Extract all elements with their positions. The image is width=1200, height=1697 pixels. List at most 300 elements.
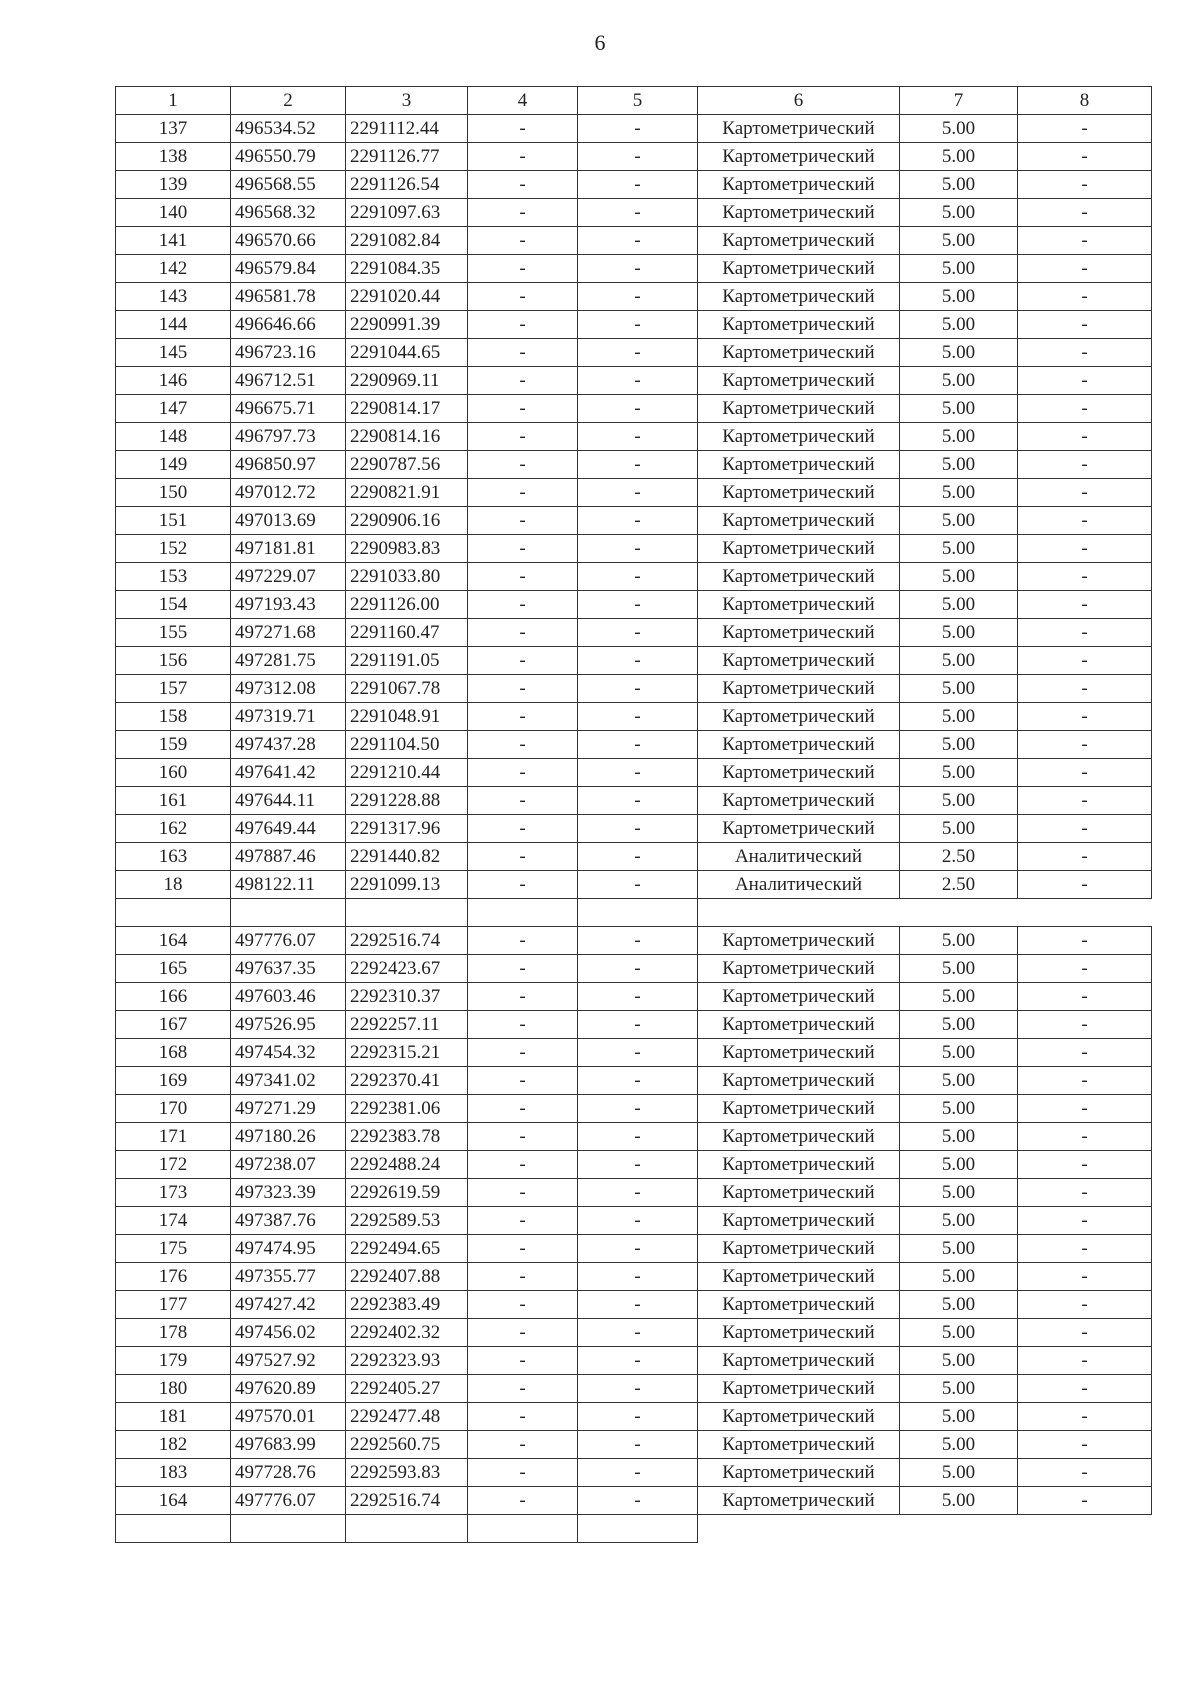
- empty-cell: [698, 1515, 900, 1543]
- table-cell-col-1: 154: [116, 591, 231, 619]
- table-cell-col-6: Картометрический: [698, 283, 900, 311]
- table-cell-col-1: 173: [116, 1179, 231, 1207]
- table-cell-col-4: -: [468, 1319, 578, 1347]
- table-cell-col-5: -: [578, 1095, 698, 1123]
- table-cell-col-7: 5.00: [900, 619, 1018, 647]
- table-cell-col-2: 496712.51: [231, 367, 346, 395]
- table-cell-col-5: -: [578, 535, 698, 563]
- table-cell-col-6: Картометрический: [698, 787, 900, 815]
- table-cell-col-6: Картометрический: [698, 255, 900, 283]
- table-cell-col-2: 497527.92: [231, 1347, 346, 1375]
- table-cell-col-3: 2291210.44: [346, 759, 468, 787]
- table-cell-col-7: 5.00: [900, 115, 1018, 143]
- empty-cell: [1018, 1515, 1152, 1543]
- table-cell-col-8: -: [1018, 983, 1152, 1011]
- table-cell-col-7: 5.00: [900, 311, 1018, 339]
- empty-cell: [116, 899, 231, 927]
- table-cell-col-4: -: [468, 1095, 578, 1123]
- section-separator-row: [116, 899, 1152, 927]
- table-cell-col-6: Картометрический: [698, 1235, 900, 1263]
- empty-cell: [578, 899, 698, 927]
- table-cell-col-5: -: [578, 1263, 698, 1291]
- table-cell-col-5: -: [578, 675, 698, 703]
- table-cell-col-4: -: [468, 759, 578, 787]
- table-cell-col-6: Картометрический: [698, 815, 900, 843]
- table-cell-col-3: 3: [346, 87, 468, 115]
- table-cell-col-3: 2290821.91: [346, 479, 468, 507]
- table-cell-col-1: 179: [116, 1347, 231, 1375]
- table-cell-col-5: -: [578, 591, 698, 619]
- table-cell-col-5: -: [578, 1347, 698, 1375]
- table-cell-col-2: 497437.28: [231, 731, 346, 759]
- table-cell-col-3: 2292257.11: [346, 1011, 468, 1039]
- table-row: [116, 1095, 1152, 1123]
- table-cell-col-7: 5.00: [900, 507, 1018, 535]
- empty-cell: [231, 1515, 346, 1543]
- table-row: [116, 619, 1152, 647]
- table-cell-col-3: 2292477.48: [346, 1403, 468, 1431]
- table-cell-col-8: -: [1018, 759, 1152, 787]
- empty-cell: [900, 1515, 1018, 1543]
- table-cell-col-4: -: [468, 647, 578, 675]
- table-cell-col-5: -: [578, 703, 698, 731]
- table-cell-col-5: -: [578, 1403, 698, 1431]
- table-cell-col-1: 142: [116, 255, 231, 283]
- table-cell-col-4: -: [468, 1487, 578, 1515]
- table-cell-col-1: 172: [116, 1151, 231, 1179]
- table-cell-col-2: 497641.42: [231, 759, 346, 787]
- table-cell-col-4: -: [468, 115, 578, 143]
- table-cell-col-4: -: [468, 927, 578, 955]
- table-cell-col-5: 5: [578, 87, 698, 115]
- table-cell-col-6: Картометрический: [698, 591, 900, 619]
- table-cell-col-7: 5.00: [900, 983, 1018, 1011]
- table-row: [116, 451, 1152, 479]
- table-row: [116, 171, 1152, 199]
- table-cell-col-2: 497728.76: [231, 1459, 346, 1487]
- table-cell-col-4: -: [468, 199, 578, 227]
- table-cell-col-1: 143: [116, 283, 231, 311]
- table-cell-col-8: -: [1018, 591, 1152, 619]
- table-cell-col-7: 5.00: [900, 759, 1018, 787]
- table-cell-col-3: 2291126.00: [346, 591, 468, 619]
- table-cell-col-7: 5.00: [900, 815, 1018, 843]
- table-cell-col-7: 5.00: [900, 703, 1018, 731]
- table-cell-col-6: Картометрический: [698, 115, 900, 143]
- table-row: [116, 787, 1152, 815]
- table-cell-col-3: 2292494.65: [346, 1235, 468, 1263]
- table-cell-col-5: -: [578, 927, 698, 955]
- table-row: [116, 1039, 1152, 1067]
- table-cell-col-7: 5.00: [900, 1319, 1018, 1347]
- table-row: [116, 507, 1152, 535]
- table-cell-col-4: -: [468, 1263, 578, 1291]
- table-cell-col-2: 497319.71: [231, 703, 346, 731]
- table-cell-col-5: -: [578, 199, 698, 227]
- table-cell-col-2: 498122.11: [231, 871, 346, 899]
- table-cell-col-8: -: [1018, 1235, 1152, 1263]
- table-cell-col-5: -: [578, 1431, 698, 1459]
- table-row: [116, 1431, 1152, 1459]
- table-cell-col-5: -: [578, 1067, 698, 1095]
- table-cell-col-8: -: [1018, 563, 1152, 591]
- table-cell-col-8: -: [1018, 507, 1152, 535]
- table-row: [116, 115, 1152, 143]
- table-cell-col-3: 2291082.84: [346, 227, 468, 255]
- table-cell-col-8: -: [1018, 647, 1152, 675]
- table-cell-col-1: 176: [116, 1263, 231, 1291]
- table-cell-col-1: 170: [116, 1095, 231, 1123]
- table-cell-col-8: -: [1018, 1375, 1152, 1403]
- table-cell-col-6: Картометрический: [698, 1207, 900, 1235]
- table-cell-col-4: -: [468, 871, 578, 899]
- table-cell-col-7: 5.00: [900, 1123, 1018, 1151]
- table-cell-col-5: -: [578, 1179, 698, 1207]
- table-cell-col-6: Картометрический: [698, 927, 900, 955]
- table-row: [116, 1067, 1152, 1095]
- table-cell-col-8: -: [1018, 395, 1152, 423]
- table-row: [116, 815, 1152, 843]
- table-cell-col-6: Картометрический: [698, 199, 900, 227]
- table-cell-col-4: -: [468, 451, 578, 479]
- table-cell-col-2: 496850.97: [231, 451, 346, 479]
- table-cell-col-3: 2291099.13: [346, 871, 468, 899]
- table-cell-col-8: -: [1018, 1123, 1152, 1151]
- table-cell-col-3: 2292405.27: [346, 1375, 468, 1403]
- table-cell-col-5: -: [578, 255, 698, 283]
- table-cell-col-7: 5.00: [900, 731, 1018, 759]
- table-row: [116, 535, 1152, 563]
- table-row: [116, 703, 1152, 731]
- table-cell-col-2: 497281.75: [231, 647, 346, 675]
- table-row: [116, 1151, 1152, 1179]
- table-cell-col-1: 146: [116, 367, 231, 395]
- table-cell-col-1: 150: [116, 479, 231, 507]
- table-cell-col-3: 2292315.21: [346, 1039, 468, 1067]
- table-cell-col-2: 497229.07: [231, 563, 346, 591]
- table-cell-col-7: 5.00: [900, 283, 1018, 311]
- table-cell-col-6: Картометрический: [698, 1263, 900, 1291]
- table-cell-col-1: 174: [116, 1207, 231, 1235]
- table-cell-col-6: Картометрический: [698, 731, 900, 759]
- table-cell-col-3: 2291033.80: [346, 563, 468, 591]
- table-row: [116, 1291, 1152, 1319]
- table-cell-col-5: -: [578, 311, 698, 339]
- table-cell-col-2: 496550.79: [231, 143, 346, 171]
- table-cell-col-8: 8: [1018, 87, 1152, 115]
- table-row: [116, 983, 1152, 1011]
- table-cell-col-1: 183: [116, 1459, 231, 1487]
- table-cell-col-5: -: [578, 1235, 698, 1263]
- table-cell-col-2: 496568.55: [231, 171, 346, 199]
- table-cell-col-4: -: [468, 395, 578, 423]
- table-cell-col-4: -: [468, 983, 578, 1011]
- table-cell-col-1: 159: [116, 731, 231, 759]
- table-row: [116, 927, 1152, 955]
- table-cell-col-2: 497271.29: [231, 1095, 346, 1123]
- table-cell-col-6: Картометрический: [698, 563, 900, 591]
- table-cell-col-8: -: [1018, 675, 1152, 703]
- table-cell-col-7: 5.00: [900, 647, 1018, 675]
- table-cell-col-8: -: [1018, 199, 1152, 227]
- table-cell-col-1: 144: [116, 311, 231, 339]
- table-cell-col-2: 497271.68: [231, 619, 346, 647]
- table-cell-col-2: 497620.89: [231, 1375, 346, 1403]
- table-cell-col-3: 2292516.74: [346, 1487, 468, 1515]
- table-row: [116, 647, 1152, 675]
- table-cell-col-5: -: [578, 171, 698, 199]
- table-cell-col-1: 180: [116, 1375, 231, 1403]
- table-cell-col-1: 169: [116, 1067, 231, 1095]
- table-row: [116, 1235, 1152, 1263]
- table-cell-col-6: Картометрический: [698, 423, 900, 451]
- empty-cell: [231, 899, 346, 927]
- table-cell-col-1: 155: [116, 619, 231, 647]
- table-cell-col-3: 2292370.41: [346, 1067, 468, 1095]
- table-cell-col-6: Картометрический: [698, 535, 900, 563]
- table-cell-col-7: 5.00: [900, 1403, 1018, 1431]
- table-cell-col-1: 141: [116, 227, 231, 255]
- table-cell-col-5: -: [578, 339, 698, 367]
- table-cell-col-4: -: [468, 479, 578, 507]
- table-cell-col-8: -: [1018, 1207, 1152, 1235]
- table-cell-col-8: -: [1018, 255, 1152, 283]
- table-cell-col-8: -: [1018, 703, 1152, 731]
- table-cell-col-6: Картометрический: [698, 647, 900, 675]
- table-cell-col-8: -: [1018, 871, 1152, 899]
- table-cell-col-2: 497887.46: [231, 843, 346, 871]
- table-cell-col-2: 497603.46: [231, 983, 346, 1011]
- table-cell-col-4: -: [468, 227, 578, 255]
- table-cell-col-6: Картометрический: [698, 227, 900, 255]
- table-cell-col-4: -: [468, 1291, 578, 1319]
- table-cell-col-7: 5.00: [900, 927, 1018, 955]
- table-cell-col-1: 177: [116, 1291, 231, 1319]
- table-row: [116, 1123, 1152, 1151]
- table-cell-col-3: 2291160.47: [346, 619, 468, 647]
- table-cell-col-7: 5.00: [900, 675, 1018, 703]
- table-cell-col-6: Картометрический: [698, 1319, 900, 1347]
- table-row: [116, 759, 1152, 787]
- table-cell-col-3: 2291097.63: [346, 199, 468, 227]
- table-row: [116, 955, 1152, 983]
- table-cell-col-3: 2292323.93: [346, 1347, 468, 1375]
- table-cell-col-7: 5.00: [900, 479, 1018, 507]
- table-cell-col-7: 5.00: [900, 1011, 1018, 1039]
- table-cell-col-3: 2292423.67: [346, 955, 468, 983]
- table-row: [116, 675, 1152, 703]
- table-row: [116, 479, 1152, 507]
- table-cell-col-3: 2292593.83: [346, 1459, 468, 1487]
- table-cell-col-5: -: [578, 731, 698, 759]
- table-cell-col-4: -: [468, 367, 578, 395]
- table-cell-col-3: 2292407.88: [346, 1263, 468, 1291]
- table-cell-col-4: -: [468, 171, 578, 199]
- table-cell-col-6: Картометрический: [698, 1123, 900, 1151]
- table-cell-col-4: 4: [468, 87, 578, 115]
- table-cell-col-1: 168: [116, 1039, 231, 1067]
- table-cell-col-2: 497570.01: [231, 1403, 346, 1431]
- table-cell-col-6: Картометрический: [698, 395, 900, 423]
- table-cell-col-8: -: [1018, 1095, 1152, 1123]
- table-cell-col-6: Картометрический: [698, 367, 900, 395]
- table-cell-col-5: -: [578, 955, 698, 983]
- table-cell-col-1: 165: [116, 955, 231, 983]
- table-cell-col-4: -: [468, 703, 578, 731]
- table-cell-col-6: Картометрический: [698, 1375, 900, 1403]
- table-cell-col-7: 5.00: [900, 563, 1018, 591]
- page-number: 6: [594, 30, 606, 55]
- table-cell-col-3: 2291440.82: [346, 843, 468, 871]
- table-cell-col-1: 157: [116, 675, 231, 703]
- table-cell-col-8: -: [1018, 451, 1152, 479]
- table-cell-col-4: -: [468, 731, 578, 759]
- table-cell-col-6: Картометрический: [698, 1067, 900, 1095]
- table-cell-col-5: -: [578, 1123, 698, 1151]
- table-cell-col-3: 2291084.35: [346, 255, 468, 283]
- table-cell-col-4: -: [468, 1123, 578, 1151]
- table-cell-col-7: 5.00: [900, 955, 1018, 983]
- table-cell-col-2: 496723.16: [231, 339, 346, 367]
- table-cell-col-3: 2292560.75: [346, 1431, 468, 1459]
- table-cell-col-8: -: [1018, 535, 1152, 563]
- table-row: [116, 591, 1152, 619]
- table-cell-col-3: 2291126.77: [346, 143, 468, 171]
- table-cell-col-2: 497526.95: [231, 1011, 346, 1039]
- table-cell-col-3: 2290991.39: [346, 311, 468, 339]
- table-cell-col-6: Картометрический: [698, 171, 900, 199]
- table-cell-col-6: 6: [698, 87, 900, 115]
- table-cell-col-7: 5.00: [900, 1179, 1018, 1207]
- table-cell-col-6: Картометрический: [698, 1431, 900, 1459]
- table-cell-col-4: -: [468, 1403, 578, 1431]
- table-cell-col-6: Картометрический: [698, 1487, 900, 1515]
- table-cell-col-2: 497387.76: [231, 1207, 346, 1235]
- table-cell-col-5: -: [578, 1039, 698, 1067]
- table-row: [116, 563, 1152, 591]
- table-cell-col-5: -: [578, 843, 698, 871]
- table-cell-col-8: -: [1018, 1263, 1152, 1291]
- table-cell-col-6: Аналитический: [698, 843, 900, 871]
- table-cell-col-8: -: [1018, 1347, 1152, 1375]
- table-cell-col-7: 2.50: [900, 871, 1018, 899]
- table-cell-col-8: -: [1018, 1403, 1152, 1431]
- table-cell-col-7: 2.50: [900, 843, 1018, 871]
- table-cell-col-7: 7: [900, 87, 1018, 115]
- table-cell-col-7: 5.00: [900, 395, 1018, 423]
- table-cell-col-3: 2290906.16: [346, 507, 468, 535]
- table-cell-col-8: -: [1018, 1179, 1152, 1207]
- table-cell-col-5: -: [578, 1487, 698, 1515]
- table-cell-col-6: Картометрический: [698, 143, 900, 171]
- table-row: [116, 1459, 1152, 1487]
- table-cell-col-6: Картометрический: [698, 955, 900, 983]
- table-cell-col-7: 5.00: [900, 1487, 1018, 1515]
- table-cell-col-2: 497193.43: [231, 591, 346, 619]
- table-cell-col-7: 5.00: [900, 171, 1018, 199]
- table-row: [116, 843, 1152, 871]
- table-cell-col-8: -: [1018, 1067, 1152, 1095]
- table-cell-col-3: 2290983.83: [346, 535, 468, 563]
- table-cell-col-7: 5.00: [900, 787, 1018, 815]
- table-cell-col-1: 182: [116, 1431, 231, 1459]
- table-cell-col-7: 5.00: [900, 1095, 1018, 1123]
- table-cell-col-3: 2291317.96: [346, 815, 468, 843]
- table-cell-col-5: -: [578, 479, 698, 507]
- table-cell-col-5: -: [578, 1291, 698, 1319]
- table-cell-col-2: 496675.71: [231, 395, 346, 423]
- table-cell-col-1: 137: [116, 115, 231, 143]
- table-row: [116, 339, 1152, 367]
- table-cell-col-2: 497644.11: [231, 787, 346, 815]
- table-cell-col-2: 497427.42: [231, 1291, 346, 1319]
- table-cell-col-4: -: [468, 675, 578, 703]
- table-cell-col-4: -: [468, 1235, 578, 1263]
- table-row: [116, 283, 1152, 311]
- table-cell-col-4: -: [468, 1179, 578, 1207]
- table-cell-col-3: 2290969.11: [346, 367, 468, 395]
- table-cell-col-8: -: [1018, 843, 1152, 871]
- table-cell-col-8: -: [1018, 1319, 1152, 1347]
- table-cell-col-8: -: [1018, 283, 1152, 311]
- table-cell-col-4: -: [468, 143, 578, 171]
- table-cell-col-8: -: [1018, 1039, 1152, 1067]
- table-cell-col-4: -: [468, 955, 578, 983]
- table-cell-col-1: 18: [116, 871, 231, 899]
- table-row: [116, 1487, 1152, 1515]
- table-cell-col-4: -: [468, 1375, 578, 1403]
- table-cell-col-1: 138: [116, 143, 231, 171]
- table-cell-col-1: 175: [116, 1235, 231, 1263]
- table-cell-col-8: -: [1018, 479, 1152, 507]
- table-cell-col-6: Картометрический: [698, 479, 900, 507]
- table-row: [116, 227, 1152, 255]
- table-cell-col-5: -: [578, 1459, 698, 1487]
- table-cell-col-2: 497454.32: [231, 1039, 346, 1067]
- table-cell-col-3: 2291228.88: [346, 787, 468, 815]
- table-cell-col-6: Картометрический: [698, 675, 900, 703]
- table-cell-col-5: -: [578, 283, 698, 311]
- table-cell-col-2: 497776.07: [231, 1487, 346, 1515]
- table-cell-col-6: Картометрический: [698, 339, 900, 367]
- table-cell-col-2: 2: [231, 87, 346, 115]
- table-cell-col-8: -: [1018, 955, 1152, 983]
- table-cell-col-3: 2291020.44: [346, 283, 468, 311]
- table-cell-col-2: 496797.73: [231, 423, 346, 451]
- table-cell-col-4: -: [468, 507, 578, 535]
- table-cell-col-3: 2290814.16: [346, 423, 468, 451]
- table-cell-col-3: 2292589.53: [346, 1207, 468, 1235]
- table-cell-col-3: 2291191.05: [346, 647, 468, 675]
- table-cell-col-8: -: [1018, 1291, 1152, 1319]
- table-row: [116, 423, 1152, 451]
- table-cell-col-7: 5.00: [900, 143, 1018, 171]
- table-cell-col-5: -: [578, 1319, 698, 1347]
- table-cell-col-6: Аналитический: [698, 871, 900, 899]
- table-cell-col-6: Картометрический: [698, 759, 900, 787]
- table-cell-col-4: -: [468, 283, 578, 311]
- table-cell-col-3: 2291048.91: [346, 703, 468, 731]
- table-cell-col-4: -: [468, 255, 578, 283]
- table-cell-col-1: 162: [116, 815, 231, 843]
- table-cell-col-8: -: [1018, 1431, 1152, 1459]
- table-cell-col-7: 5.00: [900, 367, 1018, 395]
- empty-cell: [346, 899, 468, 927]
- table-cell-col-6: Картометрический: [698, 1011, 900, 1039]
- table-row: [116, 871, 1152, 899]
- table-cell-col-2: 497181.81: [231, 535, 346, 563]
- table-cell-col-4: -: [468, 843, 578, 871]
